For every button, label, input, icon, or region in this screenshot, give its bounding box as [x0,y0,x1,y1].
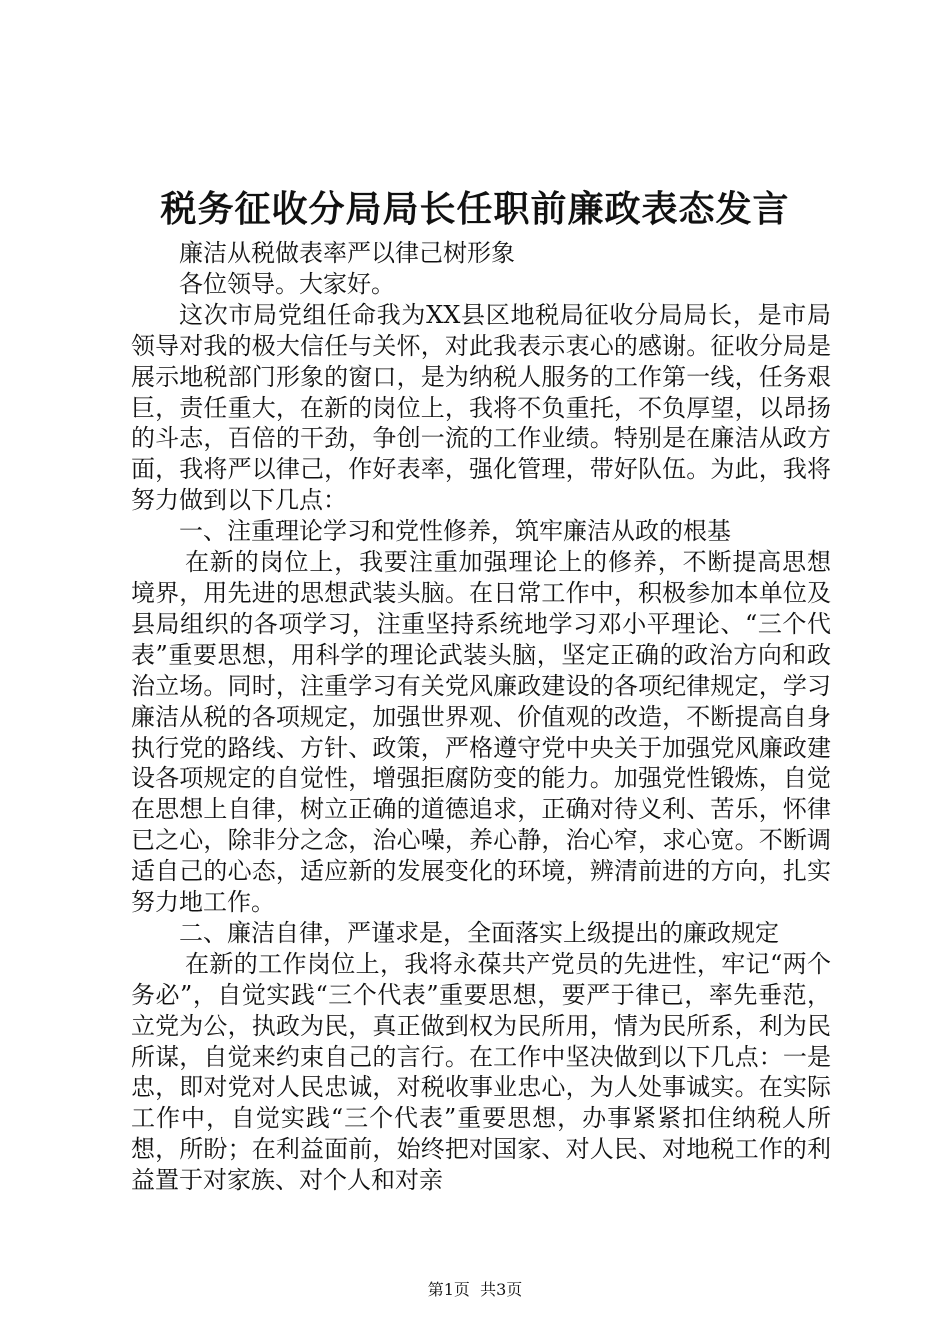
greeting-line: 各位领导。大家好。 [179,269,395,298]
page-footer [0,1279,950,1301]
section-heading-2: 二、廉洁自律，严谨求是，全面落实上级提出的廉政规定 [179,918,779,947]
intro-paragraph: 这次市局党组任命我为XX县区地税局征收分局局长，是市局领导对我的极大信任与关怀，对此我表示衷心的感谢。征收分局是展示地税部门形象的窗口，是为纳税人服务的工作第一线，任务艰巨，责任重大，在新的岗位上，我将不负重托，不负厚望，以昂扬的斗志，百倍的干劲，争创一流的工作业绩。特别是在廉洁从政方面，我将严以律己，作好表率，强化管理，带好队伍。为此，我将努力做到以下几点： [131,300,831,515]
document-body [131,238,831,1196]
section-heading-1: 一、注重理论学习和党性修养，筑牢廉洁从政的根基 [179,517,731,546]
document-title: 税务征收分局局长任职前廉政表态发言 [160,188,790,230]
section-1-paragraph: 在新的岗位上，我要注重加强理论上的修养，不断提高思想境界，用先进的思想武装头脑。在日常工作中，积极参加本单位及县局组织的各项学习，注重坚持系统地学习邓小平理论、“三个代表”重要思想，用科学的理论武装头脑，坚定正确的政治方向和政治立场。同时，注重学习有关党风廉政建设的各项纪律规定，学习廉洁从税的各项规定，加强世界观、价值观的改造，不断提高自身执行党的路线、方针、政策，严格遵守党中央关于加强党风廉政建设各项规定的自觉性，增强拒腐防变的能力。加强党性锻炼，自觉在思想上自律，树立正确的道德追求，正确对待义利、苦乐，怀律已之心，除非分之念，治心噪，养心静，治心窄，求心宽。不断调适自己的心态，适应新的发展变化的环境，辨清前进的方向，扎实努力地工作。 [131,548,831,917]
subtitle-line: 廉洁从税做表率严以律己树形象 [179,239,515,267]
page-number-label: 第1页 共3页 [427,1280,523,1299]
section-2-paragraph: 在新的工作岗位上，我将永葆共产党员的先进性，牢记“两个务必”，自觉实践“三个代表”重要思想，要严于律已，率先垂范，立党为公，执政为民，真正做到权为民所用，情为民所系，利为民所谋，自觉来约束自己的言行。在工作中坚决做到以下几点：一是忠，即对党对人民忠诚，对税收事业忠心，为人处事诚实。在实际工作中，自觉实践“三个代表”重要思想，办事紧紧扣住纳税人所想，所盼；在利益面前，始终把对国家、对人民、对地税工作的利益置于对家族、对个人和对亲 [131,949,831,1195]
